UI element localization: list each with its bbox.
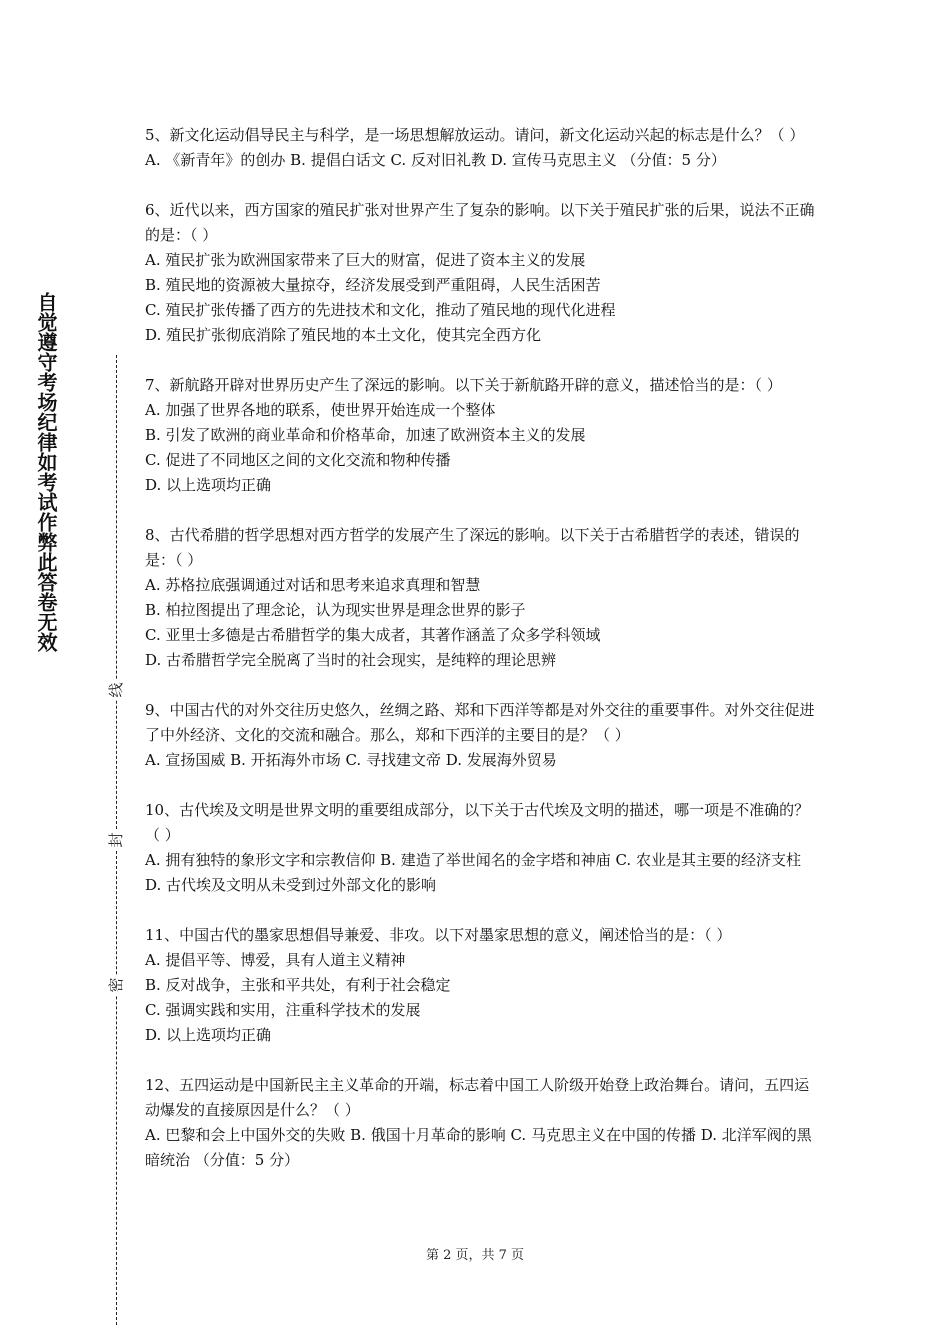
question-stem: 8、古代希腊的哲学思想对西方哲学的发展产生了深远的影响。以下关于古希腊哲学的表述，错误的是：（ ） bbox=[145, 526, 800, 569]
option-a: A. 提倡平等、博爱，具有人道主义精神 bbox=[145, 951, 406, 969]
option-b: B. 殖民地的资源被大量掠夺，经济发展受到严重阻碍，人民生活困苦 bbox=[145, 276, 601, 294]
option-a: A. 加强了世界各地的联系，使世界开始连成一个整体 bbox=[145, 401, 496, 419]
option-d: D. 以上选项均正确 bbox=[145, 476, 272, 494]
question-5 bbox=[145, 123, 815, 173]
question-8 bbox=[145, 523, 815, 673]
question-options: A. 《新青年》的创办 B. 提倡白话文 C. 反对旧礼教 D. 宣传马克思主义 （分值：5 分） bbox=[145, 151, 726, 169]
binding-mark-secret: 密 bbox=[106, 975, 126, 995]
exam-discipline-warning: 自觉遵守考场纪律如考试作弊此答卷无效 bbox=[34, 292, 58, 652]
option-c: C. 亚里士多德是古希腊哲学的集大成者，其著作涵盖了众多学科领域 bbox=[145, 626, 601, 644]
question-stem: 12、五四运动是中国新民主主义革命的开端，标志着中国工人阶级开始登上政治舞台。请问，五四运动爆发的直接原因是什么？（ ） bbox=[145, 1076, 810, 1119]
option-d: D. 殖民扩张彻底消除了殖民地的本土文化，使其完全西方化 bbox=[145, 326, 542, 344]
question-options: A. 宣扬国威 B. 开拓海外市场 C. 寻找建文帝 D. 发展海外贸易 bbox=[145, 751, 557, 769]
option-d: D. 古希腊哲学完全脱离了当时的社会现实，是纯粹的理论思辨 bbox=[145, 651, 557, 669]
question-stem: 6、近代以来，西方国家的殖民扩张对世界产生了复杂的影响。以下关于殖民扩张的后果，说法不正确的是：（ ） bbox=[145, 201, 815, 244]
option-c: C. 促进了不同地区之间的文化交流和物种传播 bbox=[145, 451, 451, 469]
question-6 bbox=[145, 198, 815, 348]
option-b: B. 柏拉图提出了理念论，认为现实世界是理念世界的影子 bbox=[145, 601, 526, 619]
option-a: A. 殖民扩张为欧洲国家带来了巨大的财富，促进了资本主义的发展 bbox=[145, 251, 586, 269]
question-stem: 5、新文化运动倡导民主与科学，是一场思想解放运动。请问，新文化运动兴起的标志是什么？（ ） bbox=[145, 126, 805, 144]
question-options: A. 拥有独特的象形文字和宗教信仰 B. 建造了举世闻名的金字塔和神庙 C. 农业是其主要的经济支柱 D. 古代埃及文明从未受到过外部文化的影响 bbox=[145, 851, 801, 894]
binding-mark-seal: 封 bbox=[106, 830, 126, 850]
page-number: 第 2 页，共 7 页 bbox=[425, 1248, 525, 1263]
question-stem: 9、中国古代的对外交往历史悠久，丝绸之路、郑和下西洋等都是对外交往的重要事件。对外交往促进了中外经济、文化的交流和融合。那么，郑和下西洋的主要目的是？（ ） bbox=[145, 701, 815, 744]
question-stem: 11、中国古代的墨家思想倡导兼爱、非攻。以下对墨家思想的意义，阐述恰当的是：（ ） bbox=[145, 926, 732, 944]
option-d: D. 以上选项均正确 bbox=[145, 1026, 272, 1044]
option-c: C. 殖民扩张传播了西方的先进技术和文化，推动了殖民地的现代化进程 bbox=[145, 301, 616, 319]
option-a: A. 苏格拉底强调通过对话和思考来追求真理和智慧 bbox=[145, 576, 481, 594]
question-11 bbox=[145, 923, 815, 1048]
option-c: C. 强调实践和实用，注重科学技术的发展 bbox=[145, 1001, 421, 1019]
question-7 bbox=[145, 373, 815, 498]
question-10 bbox=[145, 798, 815, 898]
question-stem: 7、新航路开辟对世界历史产生了深远的影响。以下关于新航路开辟的意义，描述恰当的是：（ ） bbox=[145, 376, 782, 394]
option-b: B. 引发了欧洲的商业革命和价格革命，加速了欧洲资本主义的发展 bbox=[145, 426, 586, 444]
question-stem: 10、古代埃及文明是世界文明的重要组成部分，以下关于古代埃及文明的描述，哪一项是不准确的？（ ） bbox=[145, 801, 810, 844]
question-9 bbox=[145, 698, 815, 773]
question-list bbox=[145, 123, 815, 1198]
option-b: B. 反对战争，主张和平共处，有利于社会稳定 bbox=[145, 976, 451, 994]
question-12 bbox=[145, 1073, 815, 1173]
question-options: A. 巴黎和会上中国外交的失败 B. 俄国十月革命的影响 C. 马克思主义在中国的传播 D. 北洋军阀的黑暗统治 （分值：5 分） bbox=[145, 1126, 812, 1169]
binding-mark-line: 线 bbox=[106, 680, 126, 700]
